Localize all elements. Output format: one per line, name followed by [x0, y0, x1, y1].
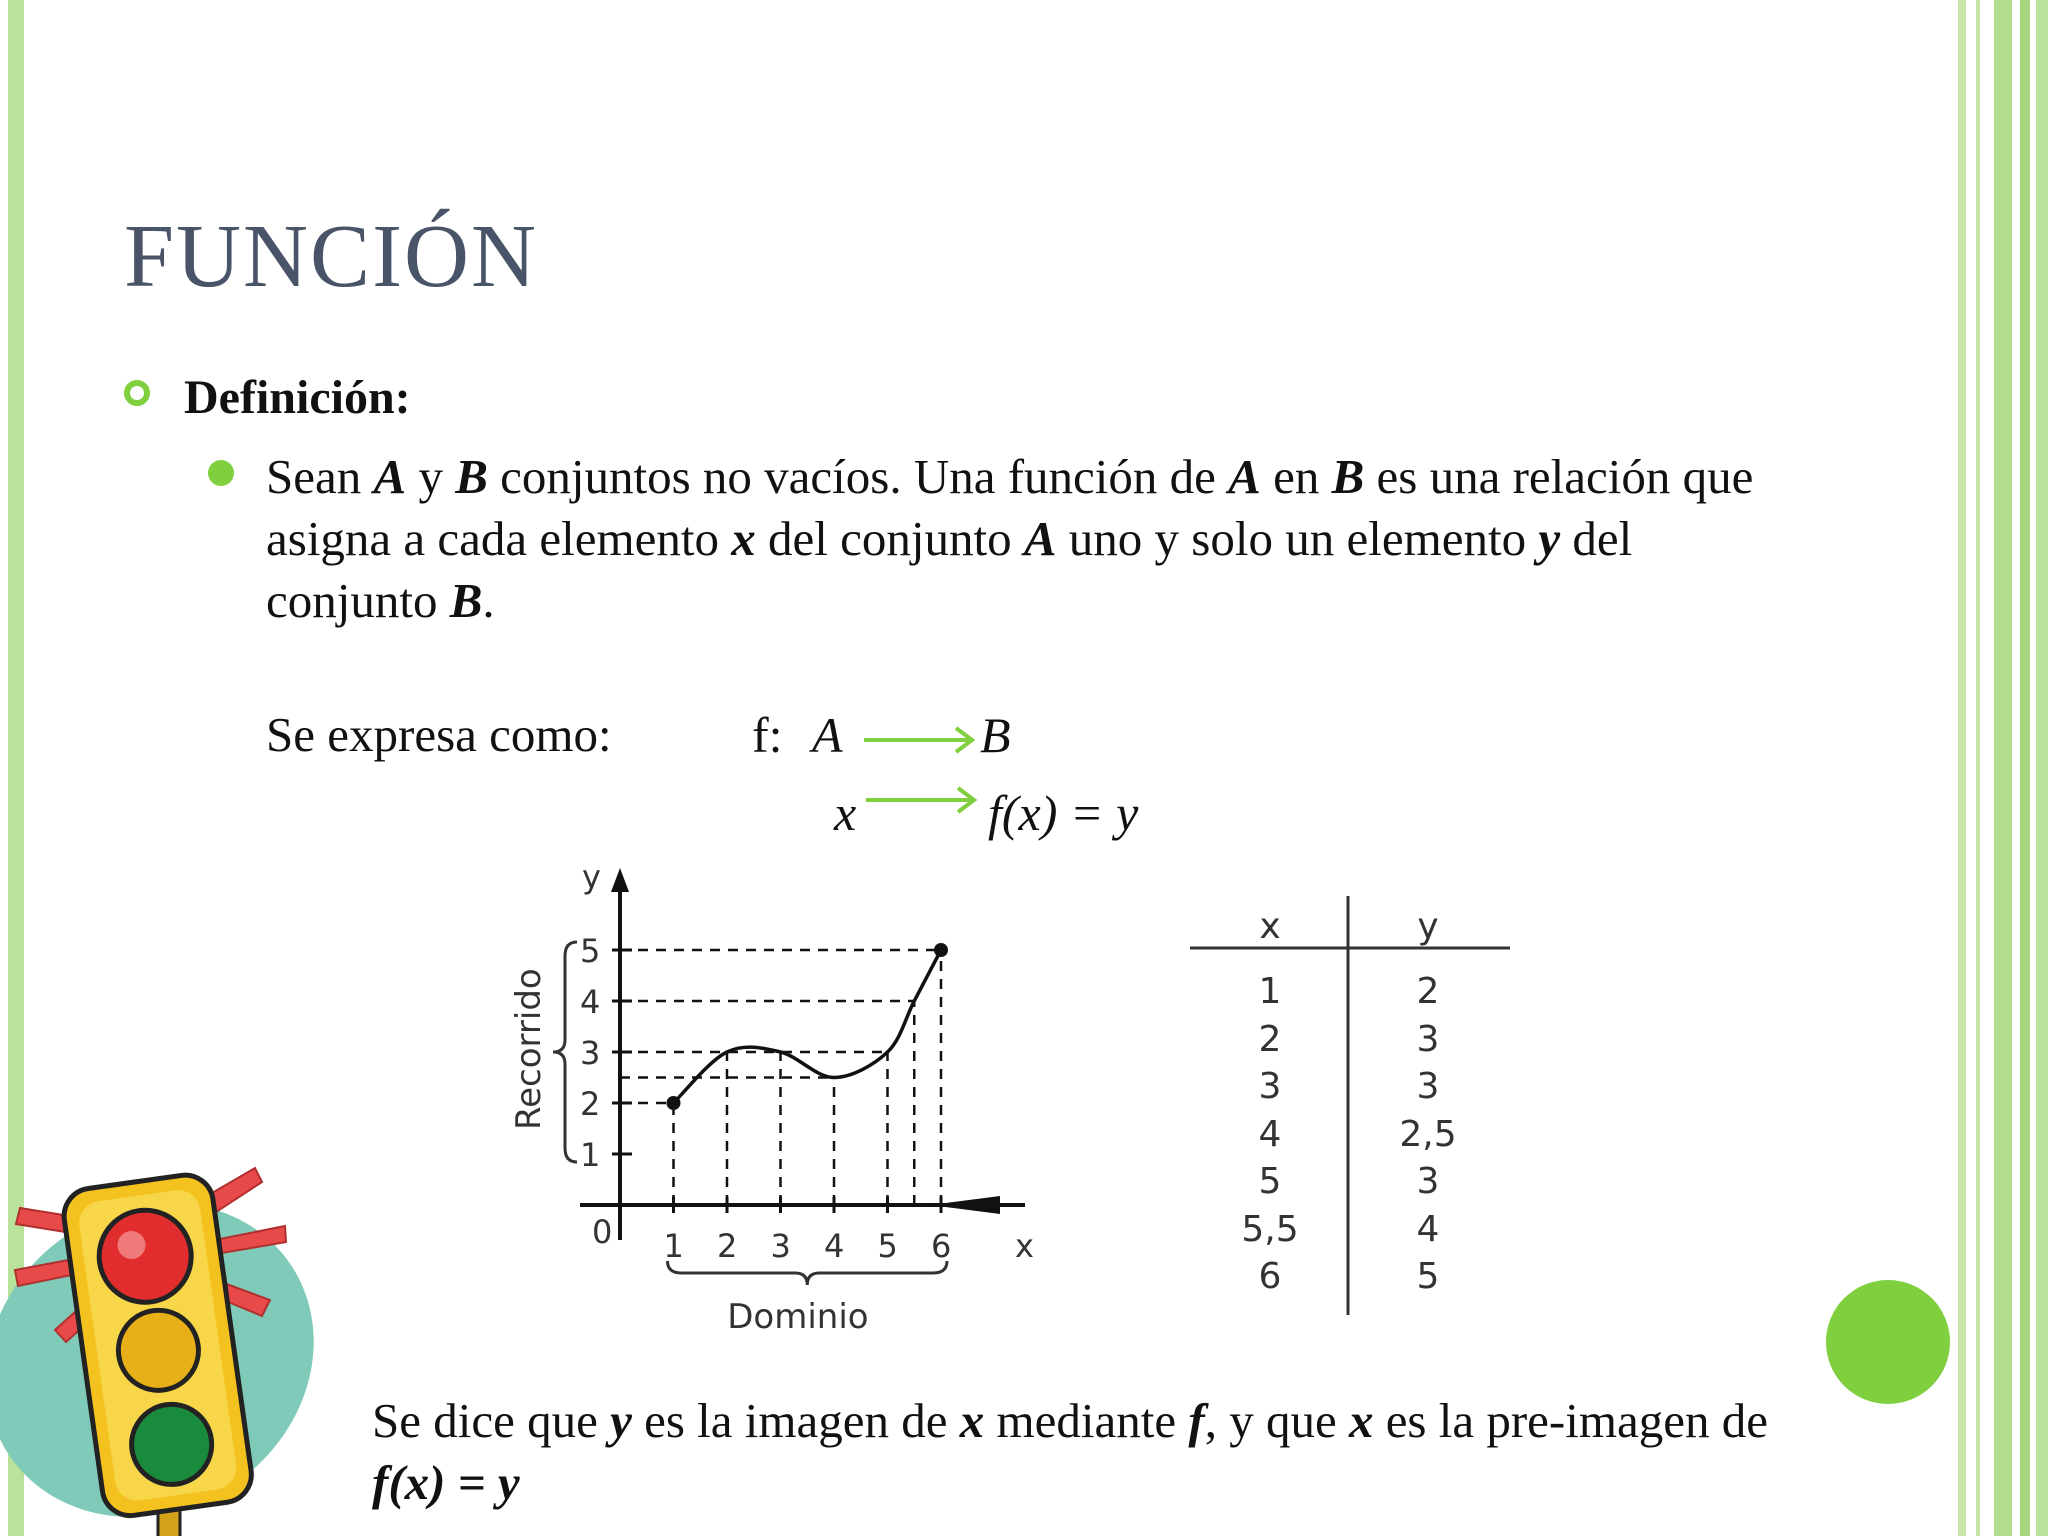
arrow-icon — [860, 720, 980, 760]
table-y-cell: 3 — [1416, 1018, 1440, 1060]
function-name: f: — [752, 707, 783, 763]
function-curve — [674, 950, 942, 1103]
footer-text: Se dice que y es la imagen de x mediante f, y que x es la pre-imagen de f(x) = y — [372, 1393, 1768, 1510]
range-brace — [553, 942, 577, 1162]
x-tick-label: 6 — [931, 1227, 952, 1265]
green-circle — [1826, 1280, 1950, 1404]
right-border-bar-5 — [2036, 0, 2048, 1536]
x-axis-label: x — [1015, 1227, 1034, 1265]
table-y-cell: 2,5 — [1399, 1113, 1457, 1155]
table-y-cell: 2 — [1416, 971, 1440, 1012]
function-graph — [480, 860, 1060, 1340]
right-border-bar-1 — [1958, 0, 1966, 1536]
table-header-x: x — [1259, 906, 1281, 947]
right-border-bar-2 — [1976, 0, 1980, 1536]
table-x-cell: 5 — [1258, 1161, 1282, 1202]
x-tick-label: 5 — [877, 1227, 898, 1265]
map-arrow-icon — [862, 780, 982, 820]
table-x-cell: 2 — [1258, 1018, 1282, 1060]
slide-title: FUNCIÓN — [124, 207, 539, 306]
table-column-y — [1368, 968, 1488, 1301]
table-x-cell: 1 — [1258, 971, 1282, 1012]
domain-label: Dominio — [727, 1297, 869, 1337]
right-border-bar-4 — [2020, 0, 2030, 1536]
y-tick-label: 4 — [580, 983, 601, 1021]
right-border-bar-3 — [1994, 0, 2012, 1536]
table-y-cell: 4 — [1416, 1208, 1440, 1250]
y-axis-label: y — [582, 860, 601, 896]
domain-brace — [668, 1261, 948, 1285]
expression-label: Se expresa como: — [266, 707, 612, 762]
bullet-ring-icon — [124, 380, 150, 406]
start-point — [667, 1096, 681, 1110]
map-variable: x — [834, 785, 857, 841]
table-x-cell: 3 — [1258, 1066, 1282, 1107]
x-tick-label: 2 — [717, 1227, 738, 1265]
x-tick-label: 1 — [663, 1227, 684, 1265]
domain-set: A — [812, 707, 843, 763]
y-tick-label: 5 — [580, 932, 601, 970]
definition-heading: Definición: — [184, 371, 411, 424]
table-x-cell: 6 — [1258, 1256, 1282, 1297]
bullet-dot-icon — [208, 460, 234, 486]
table-x-cell: 5,5 — [1241, 1208, 1299, 1250]
table-header-y: y — [1417, 906, 1439, 947]
range-label: Recorrido — [509, 968, 549, 1130]
table-x-cell: 4 — [1258, 1113, 1282, 1155]
y-tick-label: 3 — [580, 1034, 601, 1072]
table-y-cell: 5 — [1416, 1256, 1440, 1297]
x-tick-label: 4 — [824, 1227, 845, 1265]
x-tick-label: 3 — [770, 1227, 791, 1265]
traffic-light-icon — [0, 1160, 330, 1536]
definition-text: Sean A y B conjuntos no vacíos. Una función de A en B es una relación que asigna a cada elemento x del conjunto A uno y solo un elemento y del conjunto B. — [266, 449, 1754, 628]
table-column-x — [1210, 968, 1330, 1301]
map-image: f(x) = y — [988, 785, 1139, 841]
table-y-cell: 3 — [1416, 1066, 1440, 1107]
codomain-set: B — [980, 707, 1011, 763]
y-tick-label: 2 — [580, 1085, 601, 1123]
end-point — [934, 943, 948, 957]
origin-label: 0 — [592, 1213, 613, 1251]
y-axis-arrow — [611, 868, 629, 892]
y-tick-label: 1 — [580, 1136, 601, 1174]
table-y-cell: 3 — [1416, 1161, 1440, 1202]
